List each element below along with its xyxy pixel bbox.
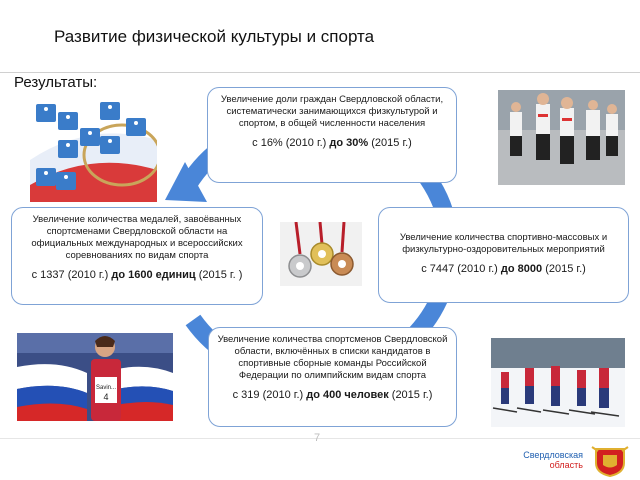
results-subtitle: Результаты: [14, 74, 98, 91]
athlete-bib-name: Savin... [95, 385, 117, 391]
result-value [18, 269, 256, 282]
result-value [385, 263, 622, 276]
value-year: (2015 г.) [391, 389, 433, 401]
result-box-medals [11, 207, 263, 305]
athlete-bib-number: 4 [103, 392, 109, 402]
result-description: Увеличение доли граждан Свердловской области, систематически занимающихся физкультурой и спортом, в общей численности населения [220, 94, 444, 129]
result-box-national-team-candidates [208, 327, 457, 427]
medals-image [280, 222, 362, 286]
page-number: 7 [314, 432, 321, 444]
sports-pictograms-image [30, 100, 157, 202]
result-box-sport-events [378, 207, 629, 303]
page-title: Развитие физической культуры и спорта [54, 27, 375, 46]
value-from: с 7447 (2010 г.) [421, 263, 498, 275]
value-target: до 8000 [500, 263, 543, 275]
result-value [214, 137, 450, 150]
header-divider [0, 72, 640, 73]
logo-line-1: Свердловская [523, 450, 583, 460]
value-from: с 1337 (2010 г.) [31, 269, 109, 281]
value-target: до 30% [329, 137, 369, 149]
region-logo-text [515, 450, 583, 470]
value-year: (2015 г. ) [198, 269, 243, 281]
value-from: с 319 (2010 г.) [232, 389, 304, 401]
value-year: (2015 г.) [545, 263, 586, 275]
skiers-image [491, 338, 625, 427]
value-from: с 16% (2010 г.) [252, 137, 327, 149]
value-target: до 1600 единиц [111, 269, 196, 281]
logo-line-2: область [549, 460, 583, 470]
runners-image [498, 90, 625, 185]
result-description: Увеличение количества медалей, завоёванных спортсменами Свердловской области на официальных международных и всероссийских соревнованиях по видам спорта [31, 214, 243, 261]
result-description: Увеличение количества спортивно-массовых и физкультурно-оздоровительных мероприятий [399, 232, 608, 255]
value-year: (2015 г.) [371, 137, 412, 149]
result-box-population-share [207, 87, 457, 183]
result-value [215, 389, 450, 402]
result-description: Увеличение количества спортсменов Свердловской области, включённых в списки кандидатов в спортивные сборные команды Российской Федерации по олимпийским видам спорта [217, 334, 448, 381]
coat-of-arms-icon [590, 445, 630, 477]
athlete-with-flag-image [17, 333, 173, 421]
value-target: до 400 человек [306, 389, 389, 401]
